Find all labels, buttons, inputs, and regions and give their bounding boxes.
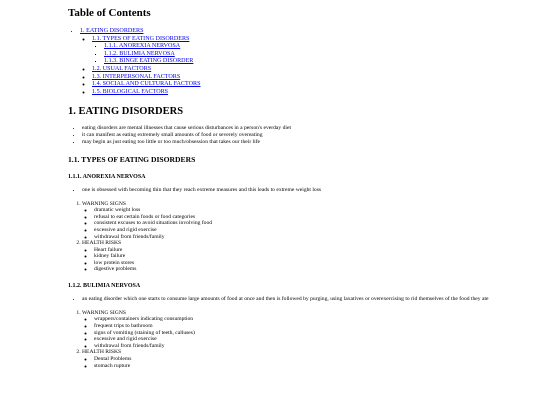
list-item: ◦ dramatic weight loss: [94, 207, 528, 214]
health-risks-list: [82, 356, 528, 369]
section-heading-anorexia: 1.1.1. ANOREXIA NERVOSA: [68, 173, 146, 180]
toc-item: [92, 89, 528, 97]
section-bullets: [68, 125, 528, 145]
list-item: ◦ withdrawal from friends/family: [94, 234, 528, 241]
list-item: • eating disorders are mental illnesses that cause serious disturbances in a person's everday diet: [82, 125, 528, 132]
toc-item: [104, 51, 528, 59]
list-item: ◦ excessive and rigid exercise: [94, 336, 528, 343]
list-item: [82, 201, 528, 241]
bulimia-details: [68, 310, 528, 369]
toc-link-binge[interactable]: 1.1.3. BINGE EATING DISORDER: [104, 58, 194, 65]
list-item: ◦ digestive problems: [94, 266, 528, 273]
toc-link-types[interactable]: 1.1. TYPES OF EATING DISORDERS: [92, 35, 190, 42]
section-heading-bulimia: 1.1.2. BULIMIA NERVOSA: [68, 283, 141, 290]
list-item: ◦ frequent trips to bathroom: [94, 323, 528, 330]
warning-signs-label: WARNING SIGNS: [82, 200, 126, 207]
toc-item: [92, 66, 528, 74]
list-item: [82, 240, 528, 273]
list-item: • may begin as just eating too little or too much/obsession that takes our their life: [82, 139, 528, 146]
toc-link-interpersonal[interactable]: 1.3. INTERPERSONAL FACTORS: [92, 73, 181, 80]
list-item: ◦ Dental Problems: [94, 356, 528, 363]
list-item: [82, 349, 528, 369]
table-of-contents: [68, 28, 528, 96]
toc-link-bulimia[interactable]: 1.1.2. BULIMIA NERVOSA: [104, 50, 175, 57]
list-item: • an eating disorder which one starts to consume large amounts of food at once and then is followed by purging, using laxatives or overexercising to rid themselves of the food they ate: [82, 296, 528, 303]
section-heading-types: 1.1. TYPES OF EATING DISORDERS: [68, 154, 196, 164]
toc-item: [92, 36, 528, 66]
toc-link-eating-disorders[interactable]: 1. EATING DISORDERS: [80, 28, 144, 34]
toc-item: [104, 43, 528, 51]
toc-item: [104, 58, 528, 66]
list-item: ◦ withdrawal from friends/family: [94, 343, 528, 350]
list-item: ◦ wrappers/containers indicating consumption: [94, 316, 528, 323]
list-item: ◦ stomach rupture: [94, 363, 528, 370]
bulimia-bullets: [68, 296, 528, 303]
list-item: • one is obsessed with becoming thin that they reach extreme measures and this leads to extreme weight loss: [82, 187, 528, 194]
list-item: ◦ excessive and rigid exercise: [94, 227, 528, 234]
warning-signs-label: WARNING SIGNS: [82, 309, 126, 316]
list-item: ◦ low protein stores: [94, 260, 528, 267]
toc-link-usual-factors[interactable]: 1.2. USUAL FACTORS: [92, 65, 152, 72]
list-item: [82, 310, 528, 350]
anorexia-bullets: [68, 187, 528, 194]
toc-item: [92, 74, 528, 82]
list-item: ◦ Heart failure: [94, 247, 528, 254]
toc-link-biological[interactable]: 1.5. BIOLOGICAL FACTORS: [92, 88, 169, 95]
document-page: [68, 7, 528, 369]
health-risks-label: HEALTH RISKS: [82, 349, 122, 356]
list-item: • it can manifest as eating extremely small amounts of food or severely overeating: [82, 132, 528, 139]
health-risks-list: [82, 247, 528, 273]
anorexia-details: [68, 201, 528, 274]
toc-item: [80, 28, 528, 96]
list-item: ◦ kidney failure: [94, 253, 528, 260]
toc-link-social-cultural[interactable]: 1.4. SOCIAL AND CULTURAL FACTORS: [92, 81, 201, 88]
list-item: ◦ refusal to eat certain foods or food categories: [94, 214, 528, 221]
toc-link-anorexia[interactable]: 1.1.1. ANOREXIA NERVOSA: [104, 43, 181, 50]
section-heading-eating-disorders: 1. EATING DISORDERS: [68, 106, 184, 118]
health-risks-label: HEALTH RISKS: [82, 240, 122, 247]
warning-signs-list: [82, 207, 528, 240]
warning-signs-list: [82, 316, 528, 349]
list-item: ◦ consistent excuses to avoid situations involving food: [94, 220, 528, 227]
list-item: ◦ signs of vomiting (staining of teeth, calluses): [94, 330, 528, 337]
toc-item: [92, 81, 528, 89]
toc-title: Table of Contents: [68, 7, 151, 19]
